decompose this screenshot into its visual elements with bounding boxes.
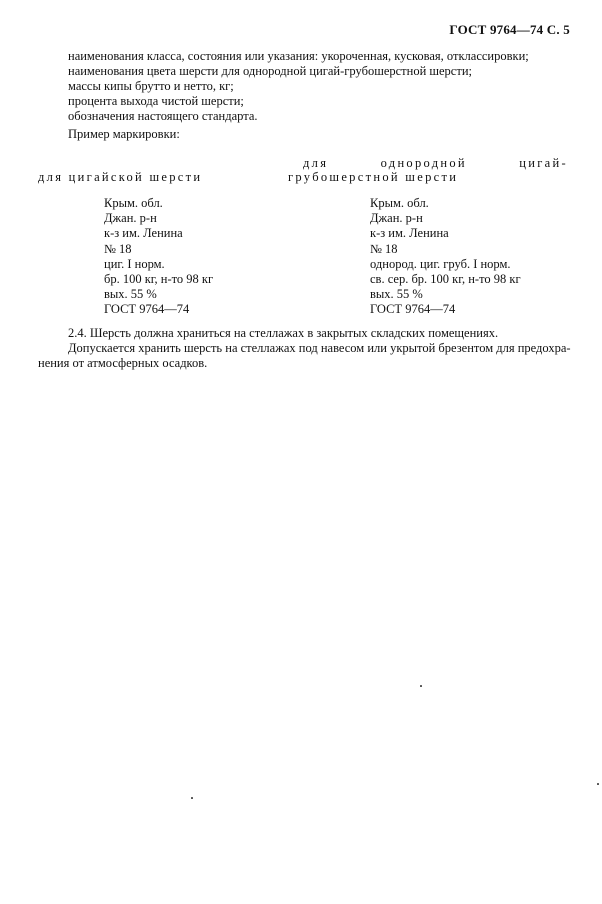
marking-line: ГОСТ 9764—74 <box>104 302 190 317</box>
heading-word: однородной <box>380 156 467 170</box>
marking-line: к-з им. Ленина <box>104 226 183 241</box>
section-2-4-line2: Допускается хранить шерсть на стеллажах под навесом или укрытой брезентом для предохра- <box>68 341 571 355</box>
heading-word: цигай- <box>519 156 568 170</box>
marking-line: № 18 <box>104 241 132 256</box>
left-column-heading: для цигайской шерсти <box>38 170 203 184</box>
right-column-heading-line1 <box>303 156 568 171</box>
section-2-4-line1: 2.4. Шерсть должна храниться на стеллажах в закрытых складских помещениях. <box>68 326 499 340</box>
marking-line: св. сер. бр. 100 кг, н-то 98 кг <box>370 271 521 286</box>
section-2-4-line3: нения от атмосферных осадков. <box>38 356 208 370</box>
marking-line: Джан. р-н <box>104 211 157 226</box>
marking-line: Крым. обл. <box>104 196 163 210</box>
marking-line: бр. 100 кг, н-то 98 кг <box>104 271 214 286</box>
marking-line: вых. 55 % <box>104 287 157 302</box>
scan-speck <box>597 783 599 785</box>
marking-line: однород. циг. груб. I норм. <box>370 256 511 271</box>
marking-line: Крым. обл. <box>370 196 429 210</box>
scan-speck <box>420 685 422 687</box>
marking-line: к-з им. Ленина <box>370 226 449 241</box>
marking-line: ГОСТ 9764—74 <box>370 302 456 317</box>
scan-speck <box>191 797 193 799</box>
right-column-heading-line2: грубошерстной шерсти <box>288 170 459 184</box>
heading-word: для <box>303 156 329 170</box>
list-item: массы кипы брутто и нетто, кг; <box>68 79 234 93</box>
page-header: ГОСТ 9764—74 С. 5 <box>449 22 570 37</box>
list-item: обозначения настоящего стандарта. <box>68 109 258 123</box>
marking-line: вых. 55 % <box>370 287 423 302</box>
list-item: наименования цвета шерсти для однородной цигай-грубошерстной шерсти; <box>68 64 472 78</box>
marking-line: циг. I норм. <box>104 256 165 271</box>
right-marking-example <box>370 196 521 318</box>
left-marking-example <box>104 196 213 318</box>
list-item: наименования класса, состояния или указания: укороченная, кусковая, отклассировки; <box>68 49 529 63</box>
marking-line: Джан. р-н <box>370 211 423 226</box>
example-intro: Пример маркировки: <box>68 127 180 141</box>
list-item: процента выхода чистой шерсти; <box>68 94 244 108</box>
marking-list <box>68 49 568 124</box>
marking-line: № 18 <box>370 241 398 256</box>
